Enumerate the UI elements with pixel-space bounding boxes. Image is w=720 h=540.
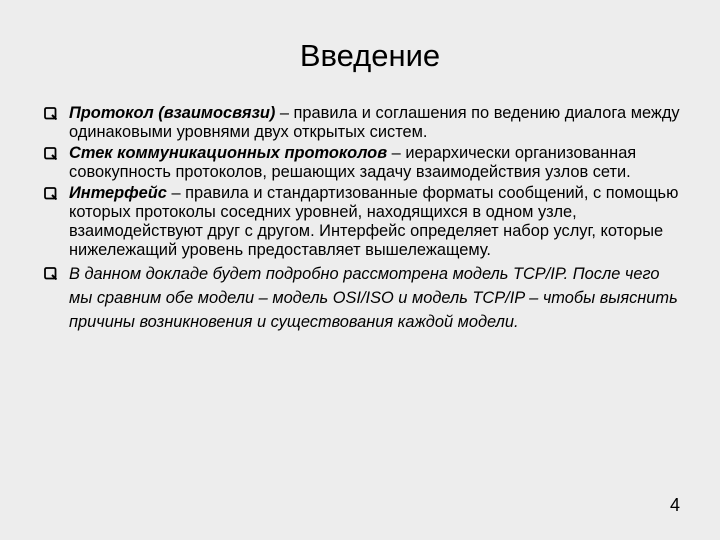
checkbox-q-icon — [44, 147, 57, 160]
bullet-item-interface — [44, 184, 682, 260]
bullet-text: – правила и соглашения по ведению диалога между одинаковыми уровнями двух открытых систем. — [69, 104, 680, 141]
bullet-item-protocol — [44, 104, 682, 142]
bullet-list — [44, 104, 682, 336]
slide-title: Введение — [299, 38, 441, 73]
page-number: 4 — [669, 495, 680, 515]
bullet-item-report — [44, 262, 682, 334]
bullet-term: Протокол (взаимосвязи) — [69, 104, 276, 122]
bullet-term: Стек коммуникационных протоколов — [69, 144, 388, 162]
bullet-text: – иерархически организованная совокупность протоколов, решающих задачу взаимодействия узлов сети. — [69, 144, 637, 181]
checkbox-q-icon — [44, 187, 57, 200]
checkbox-q-icon — [44, 107, 57, 120]
bullet-item-protocol-stack — [44, 144, 682, 182]
bullet-text: В данном докладе будет подробно рассмотрена модель TCP/IP. После чего мы сравним обе модели – модель OSI/ISO и модель TCP/IP – чтобы выяснить причины возникновения и существования каждой модели. — [69, 265, 678, 331]
bullet-text: – правила и стандартизованные форматы сообщений, с помощью которых протоколы соседних уровней, находящихся в одном узле, взаимодействуют друг с другом. Интерфейс определяет набор услуг, которые нижележащий уровень предоставляет вышележащему. — [69, 184, 679, 259]
bullet-term: Интерфейс — [69, 184, 167, 202]
checkbox-q-icon — [44, 267, 57, 280]
